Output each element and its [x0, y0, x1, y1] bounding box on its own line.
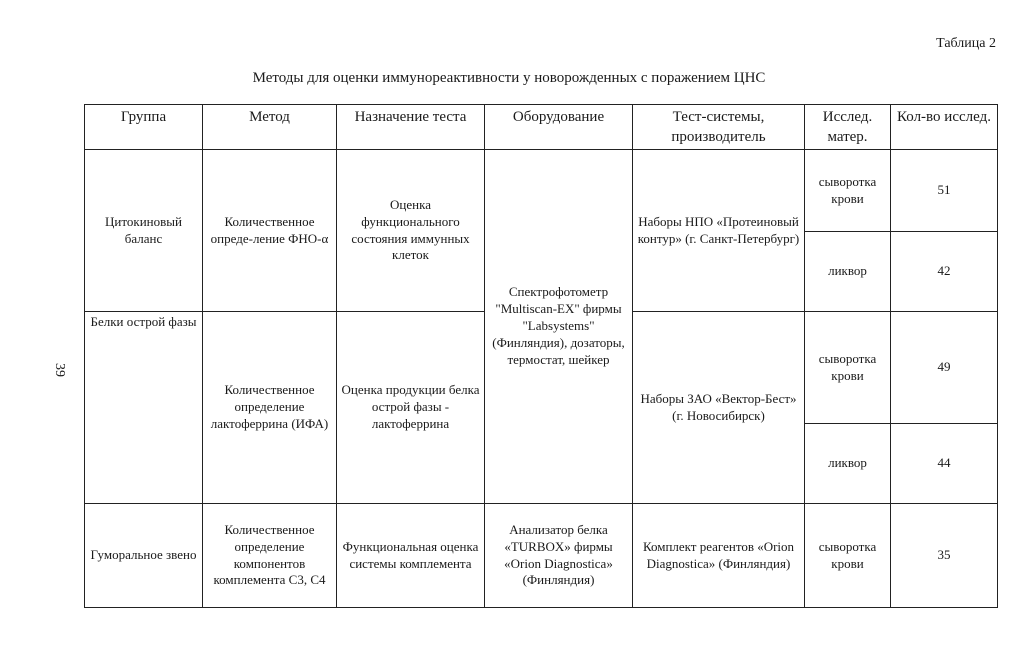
header-purpose: Назначение теста	[337, 105, 485, 150]
header-equipment: Оборудование	[485, 105, 633, 150]
cell-group-cytokine: Цитокиновый баланс	[85, 150, 203, 312]
header-group: Группа	[85, 105, 203, 150]
methods-table	[84, 104, 998, 608]
cell-material-acute-1: сыворотка крови	[805, 312, 891, 424]
header-method: Метод	[203, 105, 337, 150]
cell-purpose-cytokine: Оценка функционального состояния иммунных клеток	[337, 150, 485, 312]
cell-material-acute-2: ликвор	[805, 424, 891, 504]
table-row	[85, 150, 998, 232]
cell-material-cytokine-2: ликвор	[805, 232, 891, 312]
table-number-label: Таблица 2	[936, 36, 996, 51]
cell-material-cytokine-1: сыворотка крови	[805, 150, 891, 232]
cell-purpose-humoral: Функциональная оценка системы комплемента	[337, 504, 485, 608]
cell-test-systems-acute: Наборы ЗАО «Вектор-Бест» (г. Новосибирск)	[633, 312, 805, 504]
cell-group-humoral: Гуморальное звено	[85, 504, 203, 608]
cell-count-acute-1: 49	[891, 312, 998, 424]
cell-method-cytokine: Количественное опреде-ление ФНО-α	[203, 150, 337, 312]
page-number: 39	[52, 363, 67, 377]
cell-purpose-acute: Оценка продукции белка острой фазы - лактоферрина	[337, 312, 485, 504]
cell-test-systems-humoral: Комплект реагентов «Orion Diagnostica» (Финляндия)	[633, 504, 805, 608]
cell-method-acute: Количественное определение лактоферрина (ИФА)	[203, 312, 337, 504]
table-caption: Методы для оценки иммунореактивности у новорожденных с поражением ЦНС	[252, 70, 766, 86]
cell-count-humoral: 35	[891, 504, 998, 608]
cell-count-cytokine-1: 51	[891, 150, 998, 232]
header-count: Кол-во исслед.	[891, 105, 998, 150]
cell-group-acute: Белки острой фазы	[85, 312, 203, 504]
header-material: Исслед. матер.	[805, 105, 891, 150]
table-header-row	[85, 105, 998, 150]
header-test-systems: Тест-системы, производитель	[633, 105, 805, 150]
cell-equipment-shared: Спектрофотометр "Multiscan-EX" фирмы "Labsystems" (Финляндия), дозаторы, термостат, шейкер	[485, 150, 633, 504]
cell-test-systems-cytokine: Наборы НПО «Протеиновый контур» (г. Санкт-Петербург)	[633, 150, 805, 312]
cell-method-humoral: Количественное определение компонентов комплемента С3, С4	[203, 504, 337, 608]
cell-count-acute-2: 44	[891, 424, 998, 504]
table-row	[85, 504, 998, 608]
cell-count-cytokine-2: 42	[891, 232, 998, 312]
cell-material-humoral: сыворотка крови	[805, 504, 891, 608]
cell-equipment-humoral: Анализатор белка «TURBOX» фирмы «Orion Diagnostica» (Финляндия)	[485, 504, 633, 608]
